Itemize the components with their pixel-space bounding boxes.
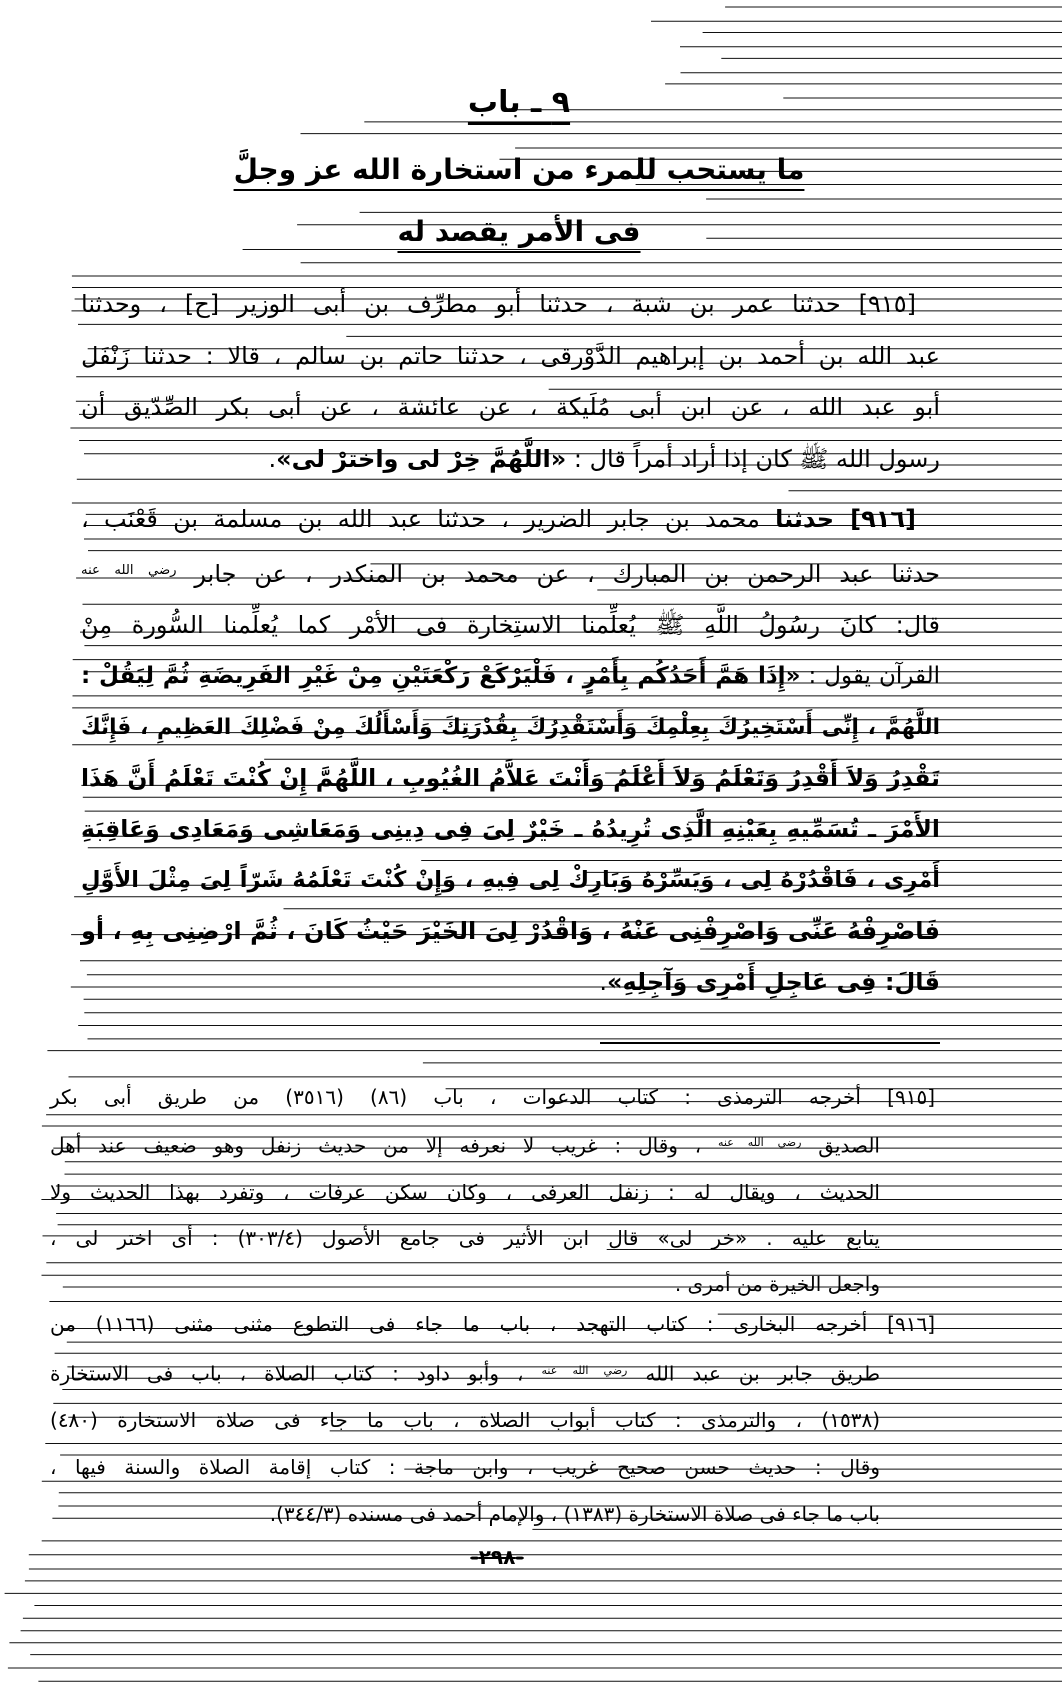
text-line [50,1491,935,1538]
text-line [50,1444,935,1491]
text-line [81,651,940,702]
text-line [50,1215,935,1261]
text-line [81,600,940,651]
text-segment: القرآن يقول : [800,662,940,689]
text-segment: . [599,967,607,996]
text-segment: حدثنا عبد الرحمن بن المبارك ، عن محمد بن المنكدر ، عن جابر [176,559,940,588]
text-segment: محمد بن جابر الضرير ، حدثنا عبد الله بن مسلمة بن قَعْنَب ، [81,505,776,533]
text-line [50,1348,935,1397]
text-segment: «اللَّهُمَّ خِرْ لى واخترْ لى» [276,444,567,473]
text-line [50,1120,935,1169]
footnote-915 [50,1074,935,1307]
text-line [81,957,940,1008]
text-line [50,1261,935,1307]
text-segment: رسول الله ﷺ كان إذا أراد أمراً قال : [566,444,940,473]
honorific-ligature: رضي الله عنه [541,1363,628,1377]
text-line [81,545,940,600]
text-segment: ، وأبو داود : كتاب الصلاة ، باب فى الاستخارة [50,1361,542,1386]
text-line [81,804,940,855]
text-segment: واجعل الخيرة من أمرى . [674,1271,880,1296]
honorific-ligature: رضي الله عنه [718,1136,802,1149]
chapter-title: ٩ ـ باب [467,85,571,120]
hadith-915 [81,279,940,485]
text-line [81,279,940,331]
text-segment: قال: كانَ رسُولُ اللَّهِ ﷺ يُعلِّمنا الاستِخارة فى الأمْر كما يُعلِّمنا السُّورة مِنْ [81,610,940,639]
text-segment: ، وقال : غريب لا نعرفه إلا من حديث زنفل وهو ضعيف عند أهل [50,1133,718,1158]
text-segment: [٩١٥] أخرجه الترمذى : كتاب الدعوات ، باب (٨٦) (٣٥١٦) من طريق أبى بكر [50,1085,935,1109]
text-segment: الصديق [801,1133,880,1158]
text-segment: الحديث ، ويقال له : زنفل العرفى ، وكان سكن عرفات ، وتفرد بهذا الحديث ولا [50,1179,880,1204]
chapter-subtitle-line-1: ما يستحب للمرء من استخارة الله عز وجلَّ [233,153,805,186]
text-line [81,753,940,804]
text-segment: اللَّهُمَّ ، إِنِّى أَسْتَخِيرُكَ بِعِلْمِكَ وَأَسْتَقْدِرُكَ بِقُدْرَتِكَ وَأَسْأَلُكَ مِنْ فَضْلِكَ العَظِيمِ ، فَإِنَّكَ [81,714,940,740]
text-line [81,434,940,486]
text-line [81,906,940,957]
text-line [81,494,940,545]
chapter-subtitle-line-2: فى الأمر يقصد له [397,215,641,248]
text-segment: «إِذَا هَمَّ أَحَدُكُم بِأَمْرٍ ، فَلْيَرْكَعْ رَكْعَتَيْنِ مِنْ غَيْرِ الفَرِيضَةِ ثُمَّ لِيَقُلْ : [81,662,801,689]
page-number: -٢٩٨- [470,1545,524,1569]
text-line [50,1169,935,1215]
text-line [81,331,940,383]
text-line [81,702,940,753]
text-segment: باب ما جاء فى صلاة الاستخارة (١٣٨٣) ، والإمام أحمد فى مسنده (٣٤٤/٣). [269,1501,880,1526]
text-segment: [٩١٦] أخرجه البخارى : كتاب التهجد ، باب ما جاء فى التطوع مثنى مثنى (١١٦٦) من [50,1312,935,1336]
text-segment: عبد الله بن أحمد بن إبراهيم الدَّوْرقى ، حدثنا حاتم بن سالم ، قالا : حدثنا زَنْفَل [81,341,940,370]
hadith-916 [81,494,940,1008]
text-segment: قَالَ: فِى عَاجِلِ أَمْرِى وَآجِلِهِ» [607,967,940,996]
text-segment: [٩١٥] حدثنا عمر بن شبة ، حدثنا أبو مطرِّف بن أبى الوزير [ح] ، وحدثنا [81,290,916,318]
honorific-ligature: رضي الله عنه [81,563,177,578]
text-segment: . [268,444,277,473]
text-line [81,855,940,906]
text-segment: يتابع عليه . «خر لى» قال ابن الأثير فى جامع الأصول (٣٠٣/٤) : أى اختر لى ، [50,1225,880,1250]
text-line [50,1397,935,1444]
text-segment: طريق جابر بن عبد الله [627,1361,880,1386]
text-segment: وقال : حديث حسن صحيح غريب ، وابن ماجة : كتاب إقامة الصلاة والسنة فيها ، [50,1454,880,1479]
text-segment: الأَمْرَ ـ تُسَمِّيهِ بِعَيْنِهِ الَّذِى تُرِيدُهُ ـ خَيْرٌ لِىَ فِى دِينِى وَمَعَاشِى وَمَعَادِى وَعَاقِبَةِ [81,814,940,843]
footnote-separator [600,1042,940,1044]
text-segment: تَقْدِرُ وَلاَ أَقْدِرُ وَتَعْلَمُ وَلاَ أَعْلَمُ وَأَنْتَ عَلاَّمُ الغُيُوبِ ، اللَّهُمَّ إِنْ كُنْتَ تَعْلَمُ أَنَّ هَذَا [81,763,940,792]
text-segment: [٩١٦] حدثنا [775,505,916,533]
text-line [50,1301,935,1348]
footnote-916 [50,1301,935,1537]
text-segment: (١٥٣٨) ، والترمذى : كتاب أبواب الصلاة ، باب ما جاء فى صلاة الاستخارة (٤٨٠) [50,1408,880,1433]
text-segment: أبو عبد الله ، عن ابن أبى مُلَيكة ، عن عائشة ، عن أبى بكر الصِّدّيق أن [81,393,940,421]
text-line [50,1074,935,1120]
text-line [81,382,940,434]
text-segment: فَاصْرِفْهُ عَنِّى وَاصْرِفْنِى عَنْهُ ، وَاقْدُرْ لِىَ الخَيْرَ حَيْثُ كَانَ ، ثُمَّ ارْضِنِى بِهِ ، أو [81,916,940,945]
text-segment: أَمْرِى ، فَاقْدُرْهُ لِى ، وَيَسِّرْهُ وَبَارِكْ لِى فِيهِ ، وَإِنْ كُنْتَ تَعْلَمُهُ شَرّاً لِىَ مِثْلَ الأَوَّلِ [81,866,940,893]
